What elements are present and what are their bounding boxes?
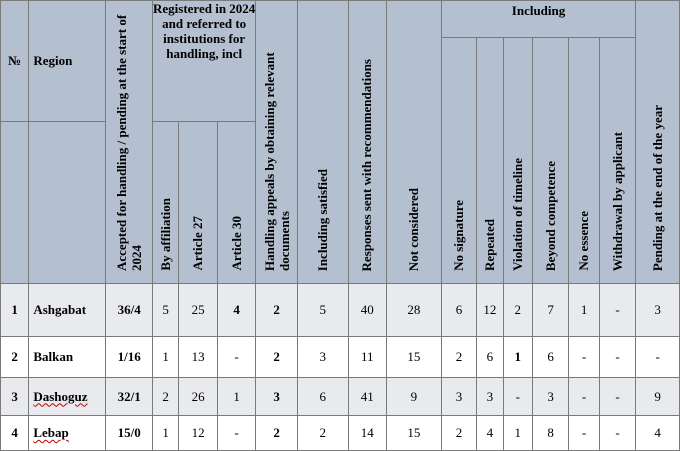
- cell-beyond: 3: [532, 378, 568, 416]
- col-header-withdrawal: Withdrawal by applicant: [599, 38, 635, 284]
- header-row-1: [1, 1, 680, 38]
- cell-no-signature: 2: [441, 337, 476, 378]
- col-header-violation-timeline: Violation of timeline: [503, 38, 532, 284]
- cell-pending: 9: [636, 378, 680, 416]
- cell-beyond: 7: [532, 284, 568, 337]
- cell-responses: 11: [348, 337, 387, 378]
- cell-responses: 40: [348, 284, 387, 337]
- cell-no: 1: [1, 284, 29, 337]
- cell-article27: 25: [179, 284, 218, 337]
- cell-by-affiliation: 1: [152, 416, 178, 451]
- col-header-no: №: [1, 1, 29, 122]
- cell-not-considered: 15: [387, 416, 442, 451]
- cell-not-considered: 9: [387, 378, 442, 416]
- col-header-no-essence: No essence: [569, 38, 599, 284]
- cell-violation: 1: [503, 337, 532, 378]
- cell-withdrawal: -: [599, 284, 635, 337]
- cell-article27: 13: [179, 337, 218, 378]
- col-header-responses-sent: Responses sent with recommendations: [348, 1, 387, 284]
- col-header-not-considered: Not considered: [387, 1, 442, 284]
- cell-article30: 4: [217, 284, 256, 337]
- cell-no: 3: [1, 378, 29, 416]
- cell-article30: -: [217, 337, 256, 378]
- col-header-registered-group: Registered in 2024 and referred to institutions for handling, incl: [152, 1, 255, 122]
- table-row: [1, 416, 680, 451]
- table-row: [1, 378, 680, 416]
- cell-violation: 1: [503, 416, 532, 451]
- col-header-handling-appeals: Handling appeals by obtaining relevant documents: [256, 1, 298, 284]
- col-header-beyond-competence: Beyond competence: [532, 38, 568, 284]
- cell-no-essence: -: [569, 416, 599, 451]
- cell-repeated: 4: [477, 416, 503, 451]
- cell-region: Balkan: [29, 337, 106, 378]
- cell-satisfied: 6: [297, 378, 348, 416]
- cell-region: Dashoguz: [29, 378, 106, 416]
- cell-region: Ashgabat: [29, 284, 106, 337]
- cell-responses: 41: [348, 378, 387, 416]
- col-header-repeated: Repeated: [477, 38, 503, 284]
- col-header-article27: Article 27: [179, 122, 218, 284]
- cell-pending: -: [636, 337, 680, 378]
- cell-no-signature: 6: [441, 284, 476, 337]
- cell-handling: 3: [256, 378, 298, 416]
- cell-repeated: 12: [477, 284, 503, 337]
- col-header-region-blank: [29, 122, 106, 284]
- cell-handling: 2: [256, 284, 298, 337]
- cell-violation: 2: [503, 284, 532, 337]
- cell-repeated: 3: [477, 378, 503, 416]
- col-header-region: Region: [29, 1, 106, 122]
- cell-violation: -: [503, 378, 532, 416]
- cell-accepted: 32/1: [106, 378, 153, 416]
- cell-article30: 1: [217, 378, 256, 416]
- cell-article27: 12: [179, 416, 218, 451]
- cell-by-affiliation: 1: [152, 337, 178, 378]
- col-header-pending-end: Pending at the end of the year: [636, 1, 680, 284]
- table-row: [1, 284, 680, 337]
- col-header-including-group: Including: [441, 1, 636, 38]
- cell-region: Lebap: [29, 416, 106, 451]
- cell-accepted: 15/0: [106, 416, 153, 451]
- cell-by-affiliation: 5: [152, 284, 178, 337]
- cell-by-affiliation: 2: [152, 378, 178, 416]
- cell-beyond: 6: [532, 337, 568, 378]
- cell-no: 4: [1, 416, 29, 451]
- cell-satisfied: 3: [297, 337, 348, 378]
- cell-accepted: 1/16: [106, 337, 153, 378]
- cell-no-signature: 2: [441, 416, 476, 451]
- col-header-no-signature: No signature: [441, 38, 476, 284]
- col-header-no-blank: [1, 122, 29, 284]
- col-header-accepted: Accepted for handling / pending at the start of 2024: [106, 1, 153, 284]
- cell-not-considered: 28: [387, 284, 442, 337]
- cell-pending: 4: [636, 416, 680, 451]
- cell-repeated: 6: [477, 337, 503, 378]
- cell-accepted: 36/4: [106, 284, 153, 337]
- cell-satisfied: 5: [297, 284, 348, 337]
- cell-not-considered: 15: [387, 337, 442, 378]
- col-header-article30: Article 30: [217, 122, 256, 284]
- cell-withdrawal: -: [599, 416, 635, 451]
- col-header-including-satisfied: Including satisfied: [297, 1, 348, 284]
- cell-withdrawal: -: [599, 378, 635, 416]
- cell-no-essence: -: [569, 378, 599, 416]
- cell-satisfied: 2: [297, 416, 348, 451]
- cell-article30: -: [217, 416, 256, 451]
- cell-responses: 14: [348, 416, 387, 451]
- cell-beyond: 8: [532, 416, 568, 451]
- col-header-by-affiliation: By affiliation: [152, 122, 178, 284]
- cell-handling: 2: [256, 337, 298, 378]
- cell-pending: 3: [636, 284, 680, 337]
- cell-no: 2: [1, 337, 29, 378]
- cell-no-signature: 3: [441, 378, 476, 416]
- cell-article27: 26: [179, 378, 218, 416]
- cell-withdrawal: -: [599, 337, 635, 378]
- table-row: [1, 337, 680, 378]
- cell-no-essence: 1: [569, 284, 599, 337]
- cell-handling: 2: [256, 416, 298, 451]
- cell-no-essence: -: [569, 337, 599, 378]
